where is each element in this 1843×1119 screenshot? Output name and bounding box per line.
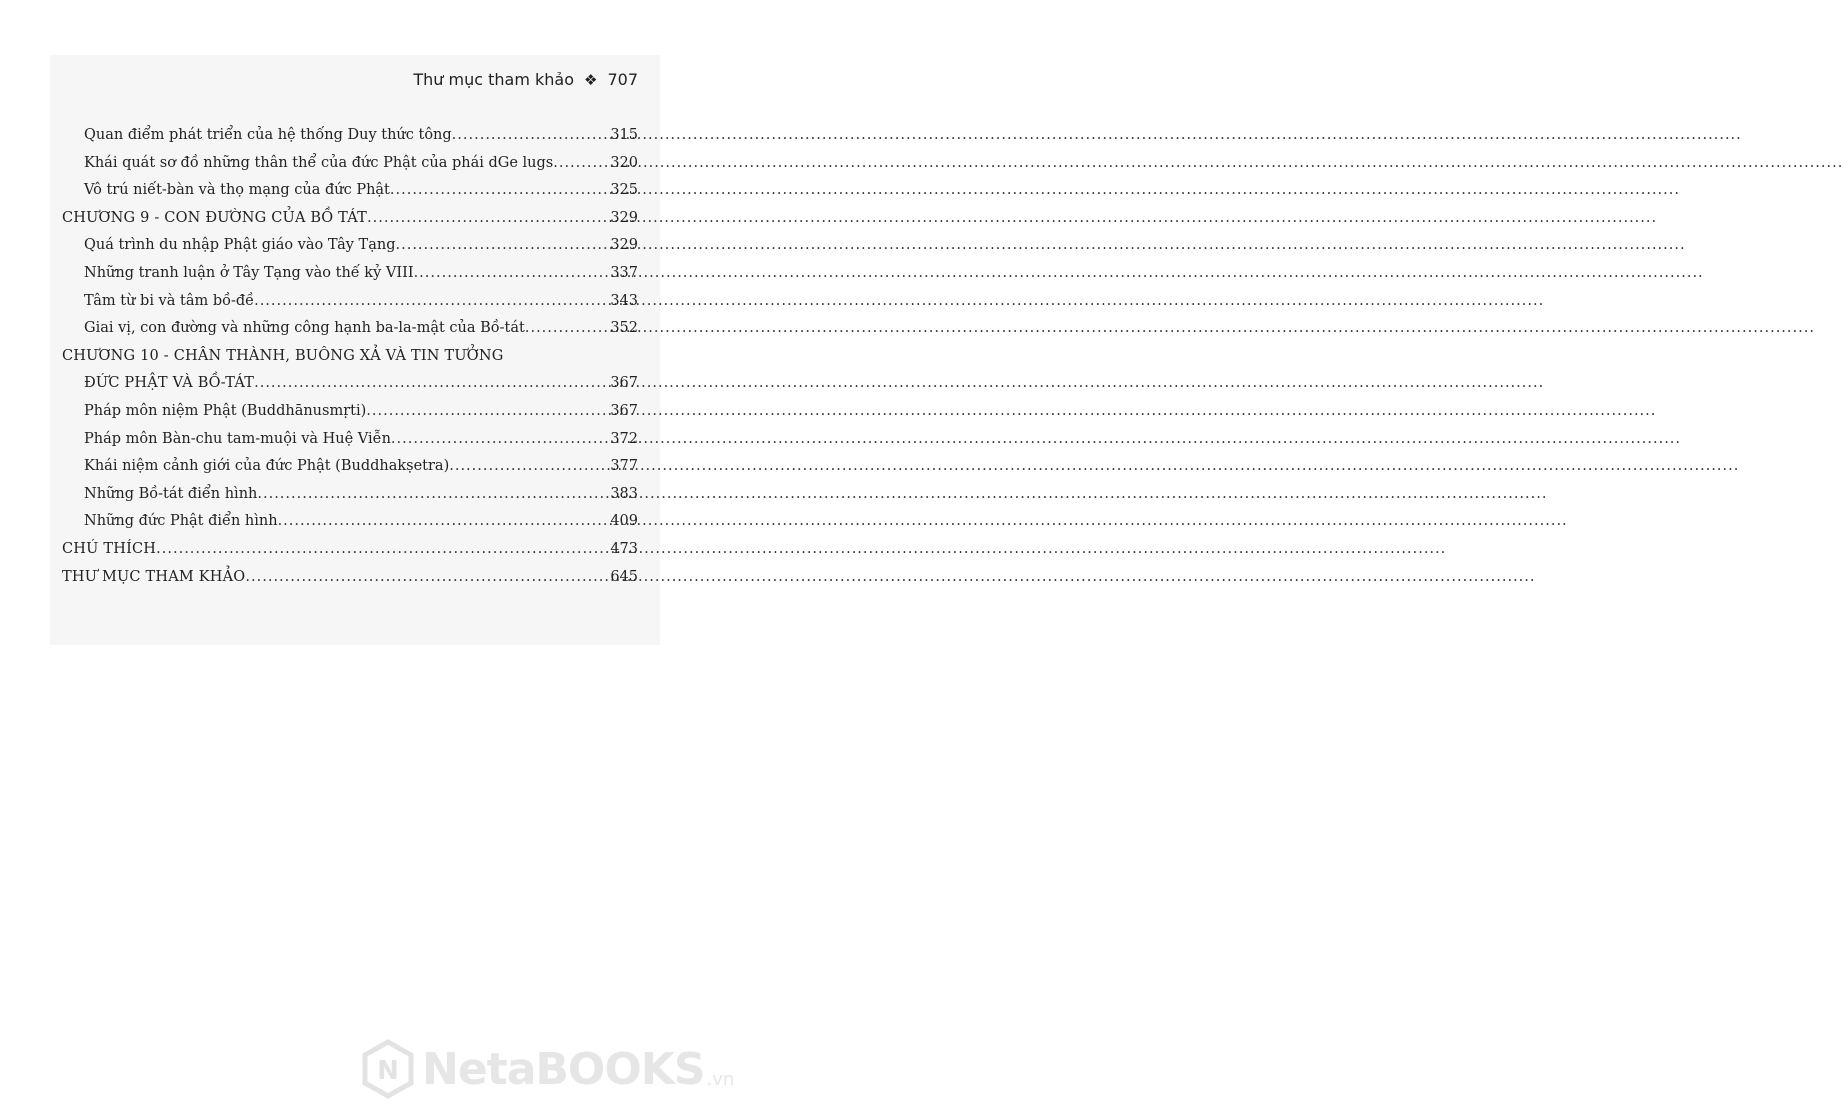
toc-entry <box>62 453 638 481</box>
dot-leader <box>452 122 611 150</box>
dot-leader <box>254 370 610 398</box>
toc-entry <box>62 536 638 564</box>
toc-entry-title: Tâm từ bi và tâm bồ-đề <box>84 292 255 309</box>
toc-entry-page: 383 <box>610 485 638 502</box>
toc-entry-page: 337 <box>610 264 638 281</box>
dot-leader <box>391 426 610 454</box>
toc-entry-page: 329 <box>610 209 638 226</box>
dot-leader <box>449 453 610 481</box>
toc-entry <box>62 260 638 288</box>
dot-leader <box>278 508 611 536</box>
toc-entry-title: Pháp môn niệm Phật (Buddhānusmṛti) <box>84 402 367 419</box>
toc-entry-title: CHƯƠNG 10 - CHÂN THÀNH, BUÔNG XẢ VÀ TIN TƯỞNG <box>62 347 504 364</box>
toc-entry <box>62 426 638 454</box>
logo-letter: N <box>377 1056 399 1086</box>
dot-leader <box>525 315 610 343</box>
toc-entry-page: 320 <box>610 154 638 171</box>
toc-entry-page: 377 <box>610 458 638 475</box>
toc-entry <box>62 288 638 316</box>
toc-entry-page: 325 <box>610 182 638 199</box>
dot-leader <box>254 288 610 316</box>
toc-entry <box>62 343 638 371</box>
toc-entry <box>62 481 638 509</box>
toc-entry-page: 352 <box>610 320 638 337</box>
dot-leader <box>366 398 610 426</box>
toc-entry-page: 367 <box>610 375 638 392</box>
dot-leader <box>396 232 611 260</box>
toc-entry-page: 645 <box>610 568 638 585</box>
dot-leader <box>245 564 610 592</box>
toc-entry <box>62 370 638 398</box>
toc-entry-title: CHƯƠNG 9 - CON ĐƯỜNG CỦA BỒ TÁT <box>62 209 368 226</box>
toc-entry <box>62 564 638 592</box>
toc-entry-title: Khái niệm cảnh giới của đức Phật (Buddhakṣetra) <box>84 458 450 475</box>
toc-entry-title: Quá trình du nhập Phật giáo vào Tây Tạng <box>84 237 396 254</box>
dot-leader <box>553 150 610 178</box>
toc-entry-title: ĐỨC PHẬT VÀ BỒ-TÁT <box>84 375 255 392</box>
header-title: Thư mục tham khảo <box>413 70 574 89</box>
toc-entry-page: 372 <box>610 430 638 447</box>
toc-entry <box>62 398 638 426</box>
toc-entry-title: Những đức Phật điển hình <box>84 513 278 530</box>
table-of-contents <box>62 122 638 591</box>
toc-entry-title: CHÚ THÍCH <box>62 540 157 557</box>
toc-entry-title: Quan điểm phát triển của hệ thống Duy thức tông <box>84 127 452 143</box>
toc-entry <box>62 508 638 536</box>
toc-entry-title: Những tranh luận ở Tây Tạng vào thế kỷ VIII <box>84 264 414 281</box>
toc-entry <box>62 232 638 260</box>
toc-entry-page: 473 <box>610 540 638 557</box>
toc-entry <box>62 177 638 205</box>
toc-entry-page: 315 <box>610 127 638 143</box>
toc-entry-page: 409 <box>610 513 638 530</box>
toc-entry-title: Pháp môn Bàn-chu tam-muội và Huệ Viễn <box>84 430 391 447</box>
toc-entry <box>62 205 638 233</box>
netabooks-logo-icon <box>362 1040 414 1098</box>
book-page <box>0 0 735 1119</box>
running-header <box>413 70 638 89</box>
toc-entry-title: Khái quát sơ đồ những thân thể của đức Phật của phái dGe lugs <box>84 154 554 171</box>
dot-leader <box>156 536 610 564</box>
dot-leader <box>257 481 610 509</box>
toc-entry <box>62 150 638 178</box>
toc-entry <box>62 122 638 150</box>
toc-entry-page: 367 <box>610 402 638 419</box>
diamond-ornament-icon: ❖ <box>584 70 598 89</box>
dot-leader <box>390 177 610 205</box>
toc-entry-title: Những Bồ-tát điển hình <box>84 485 258 502</box>
toc-entry-page: 343 <box>610 292 638 309</box>
toc-entry-page: 329 <box>610 237 638 254</box>
toc-entry-title: Vô trú niết-bàn và thọ mạng của đức Phật <box>84 182 390 199</box>
dot-leader <box>414 260 611 288</box>
watermark-suffix: .vn <box>706 1069 735 1090</box>
toc-entry-title: THƯ MỤC THAM KHẢO <box>62 568 246 585</box>
toc-entry <box>62 315 638 343</box>
watermark <box>362 1040 734 1098</box>
toc-entry-title: Giai vị, con đường và những công hạnh ba-la-mật của Bồ-tát <box>84 320 525 337</box>
watermark-brand: NetaBOOKS <box>422 1043 705 1095</box>
dot-leader <box>367 205 610 233</box>
header-page-number: 707 <box>607 70 638 89</box>
